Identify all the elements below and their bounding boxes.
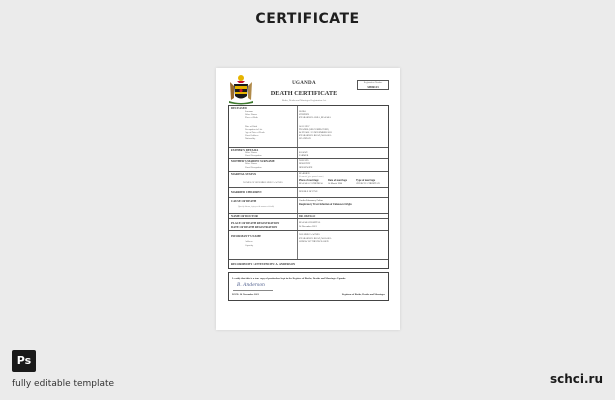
mother-occupation-label: Usual Occupation: [245, 167, 262, 169]
country-title: UGANDA: [292, 81, 316, 86]
marriage-date-value: 14 March 1980: [328, 182, 343, 185]
other-names-value: STEPHEN: [299, 114, 310, 116]
father-section: [229, 147, 388, 158]
marriage-place-heading: Place of marriage: [299, 178, 319, 182]
dob-value: 14/11/1957: [299, 126, 310, 128]
children-section: [229, 187, 388, 197]
date-heading: DATE OF DEATH REGISTRATION: [231, 224, 278, 229]
registrar-title: Registrar of Births, Deaths and Marriages: [341, 293, 385, 296]
registration-number: SB06123: [367, 84, 379, 89]
informant-capacity-value: WIDOW OF THE DECEASED: [299, 241, 329, 243]
cause-value-secondary: Respiratory Tract Infection of Unknown Origin: [299, 202, 352, 206]
address-value: KYABAKUZA ROAD, MASAKA: [299, 135, 332, 137]
marriage-type-heading: Type of marriage: [356, 178, 376, 182]
recorder-heading: RECORDED BY / ATTESTED BY: A. ANDERSON: [231, 262, 296, 266]
marital-note: (If married, give spouse's name): [299, 175, 324, 178]
template-caption: fully editable template: [12, 379, 115, 389]
marital-section: [229, 171, 388, 187]
address-label: Usual Address: [245, 135, 259, 137]
informant-address-label: Address: [245, 241, 253, 243]
doctor-heading: NAME OF DOCTOR: [231, 213, 258, 218]
father-names-value: KASOZI: [299, 152, 308, 154]
marriage-place-value: MASAKA CATHEDRAL: [299, 182, 324, 185]
certificate-form: [228, 105, 389, 269]
registration-label: Registration Number: [363, 82, 383, 84]
cause-section: [229, 197, 388, 213]
mother-occupation-value: HOUSEWIFE: [299, 167, 313, 169]
occupation-value: TRADER (SELF EMPLOYED): [299, 129, 329, 131]
mother-surname-value: NAKATO: [299, 160, 309, 162]
registrar-signature: B. Anderson: [237, 283, 265, 288]
certification-date: DATE: 24 November 2021: [232, 293, 259, 296]
deceased-section: [229, 106, 388, 147]
place-heading: PLACE OF DEATH REGISTRATION: [231, 220, 280, 225]
spouse-value: NALUBEGA AGNES: [262, 182, 283, 184]
certification-box: [228, 272, 389, 301]
mother-heading: MOTHER'S MAIDEN SURNAME: [231, 158, 275, 163]
cause-note: (Specify disease, injury or the manner of death): [238, 205, 275, 208]
occupation-label: Occupation in Life: [245, 129, 263, 131]
place-value: MASAKA HOSPITAL: [299, 221, 321, 224]
marriage-type-value: CHURCH / CHRISTIAN: [356, 182, 380, 185]
children-heading: MARRIED CHILDREN: [231, 189, 262, 194]
registration-section: [229, 218, 388, 230]
cause-heading: CAUSE OF DEATH: [231, 199, 257, 203]
mother-section: [229, 158, 388, 171]
father-names-label: Other Names: [245, 152, 258, 154]
informant-heading: INFORMANT'S NAME: [231, 234, 262, 238]
deceased-heading: DECEASED: [231, 106, 247, 110]
registration-box: [357, 80, 389, 90]
dob-label: Date of Birth: [245, 126, 258, 128]
mother-names-value: DOROTHY: [299, 163, 311, 165]
children-value: DOUBLE OF FIVE: [299, 191, 318, 193]
doctor-value: DR. OKELLO: [299, 215, 316, 218]
place-of-birth-value: KYABAKUZA AREA, MASAKA: [299, 117, 331, 119]
certificate-subtitle: Births, Deaths and Marriages Registration Act: [281, 99, 327, 102]
father-occupation-label: Usual Occupation: [245, 155, 262, 157]
death-label: Age at Date of Death: [245, 132, 265, 134]
nationality-label: Nationality: [245, 138, 256, 140]
date-value: 24 November 2021: [299, 225, 317, 228]
page-heading: CERTIFICATE: [255, 11, 360, 27]
father-occupation-value: FARMER: [299, 155, 309, 157]
coat-of-arms-icon: [226, 72, 256, 106]
marriage-date-heading: Date of marriage: [328, 178, 347, 182]
recorder-section: [229, 259, 388, 270]
marital-status-value: MARRIED: [299, 173, 310, 175]
certify-statement: I certify that this is a true copy of particulars kept in the Register of Births, Deaths and Marriages Uganda: [232, 277, 346, 280]
surname-value: OLIBA: [299, 111, 307, 113]
cause-value: Cardio-Pulmonary Failure: [299, 199, 324, 202]
signature-line: [233, 290, 273, 291]
informant-capacity-label: Capacity: [245, 245, 254, 247]
informant-name-value: NALUBEGA AGNES: [299, 234, 320, 236]
marital-heading: MARITAL STATUS: [231, 171, 257, 176]
photoshop-logo-icon: Ps: [12, 350, 36, 372]
mother-names-label: Other Names: [245, 163, 258, 165]
site-watermark: schci.ru: [549, 372, 603, 386]
certificate-title: DEATH CERTIFICATE: [270, 90, 338, 97]
informant-address-value: KYABAKUZA ROAD, MASAKA: [299, 237, 332, 240]
father-heading: FATHER'S DETAILS: [231, 147, 259, 152]
nationality-value: UGANDAN: [299, 138, 311, 140]
spouse-label: NAMES OF SPOUSE: [243, 182, 264, 184]
certificate-sheet: [216, 68, 400, 330]
other-names-label: Other Names: [245, 114, 258, 116]
surname-label: Surname: [245, 111, 254, 113]
informant-section: [229, 230, 388, 259]
death-value: 64 YEARS / 23 NOVEMBER 2021: [299, 132, 333, 134]
place-of-birth-label: Place of Birth: [245, 117, 258, 119]
